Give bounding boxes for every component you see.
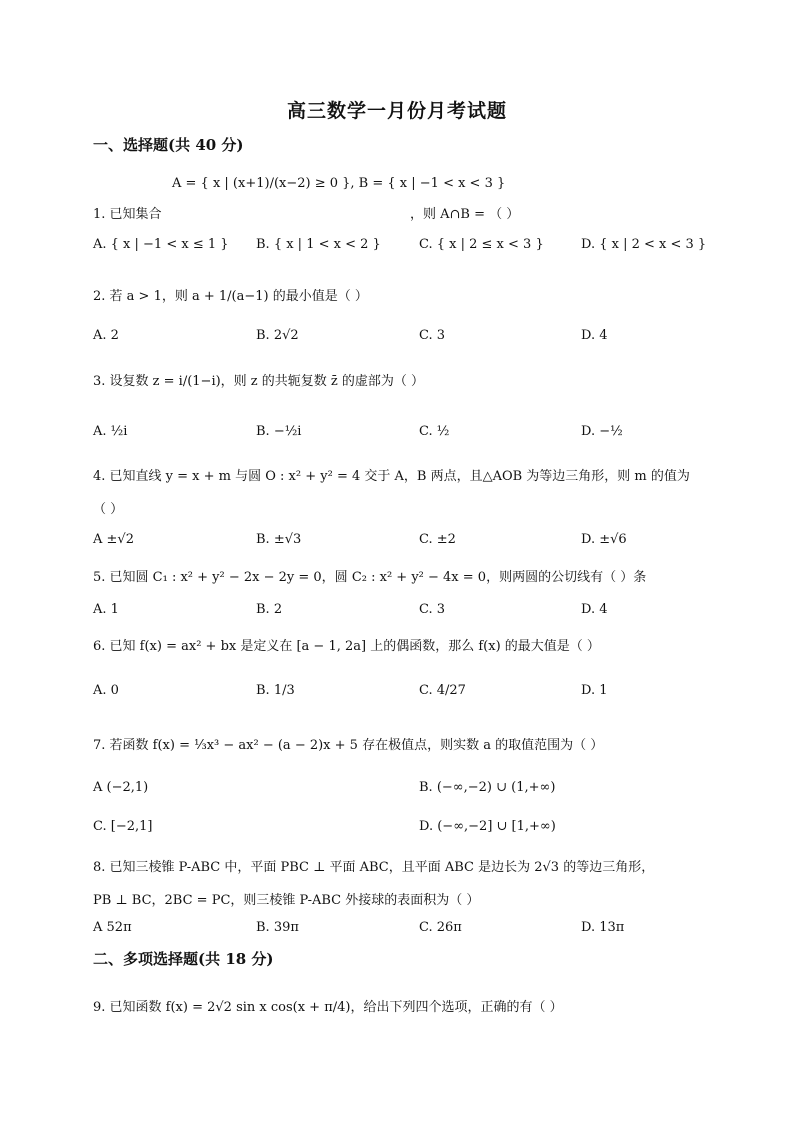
option-a: A. { x | −1 < x ≤ 1 } xyxy=(93,236,229,252)
option-d: D. 4 xyxy=(581,601,608,617)
question-4-stem-line2: （ ） xyxy=(93,502,124,517)
option-d: D. −½ xyxy=(581,423,623,439)
option-c: C. { x | 2 ≤ x < 3 } xyxy=(419,236,544,252)
question-4-options xyxy=(93,524,733,554)
question-8-options xyxy=(93,912,733,942)
question-8-stem-line2: PB ⊥ BC，2BC = PC，则三棱锥 P-ABC 外接球的表面积为（ ） xyxy=(93,893,480,908)
question-1-suffix: ，则 A∩B = （ ） xyxy=(410,207,520,222)
option-a: A (−2,1) xyxy=(93,779,149,795)
option-d: D. 1 xyxy=(581,682,608,698)
page-title: 高三数学一月份月考试题 xyxy=(286,100,507,122)
question-7-options-row2 xyxy=(93,811,733,841)
option-d: D. (−∞,−2] ∪ [1,+∞) xyxy=(419,818,556,834)
section-heading-multiple-choice: 二、多项选择题(共 18 分) xyxy=(93,950,274,968)
option-b: B. 2 xyxy=(256,601,283,617)
option-c: C. 3 xyxy=(419,601,446,617)
question-1-options xyxy=(93,229,733,259)
option-d: D. 13π xyxy=(581,919,625,935)
option-c: C. 3 xyxy=(419,327,446,343)
option-c: C. ±2 xyxy=(419,531,456,547)
question-2-options xyxy=(93,320,733,350)
option-d: D. ±√6 xyxy=(581,531,627,547)
option-b: B. −½i xyxy=(256,423,302,439)
question-1-sets: A = { x | (x+1)/(x−2) ≥ 0 }, B = { x | −1 < x < 3 } xyxy=(172,176,506,191)
question-3-stem: 3. 设复数 z = i/(1−i)，则 z 的共轭复数 z̄ 的虚部为（ ） xyxy=(93,374,425,389)
option-c: C. ½ xyxy=(419,423,450,439)
question-5-stem: 5. 已知圆 C₁ : x² + y² − 2x − 2y = 0，圆 C₂ : x² + y² − 4x = 0，则两圆的公切线有（ ）条 xyxy=(93,570,647,585)
option-a: A. 0 xyxy=(93,682,119,698)
option-b: B. 2√2 xyxy=(256,327,299,343)
question-1-prefix: 1. 已知集合 xyxy=(93,207,162,222)
option-b: B. 1/3 xyxy=(256,682,295,698)
option-b: B. 39π xyxy=(256,919,299,935)
question-4-stem: 4. 已知直线 y = x + m 与圆 O : x² + y² = 4 交于 A，B 两点，且△AOB 为等边三角形，则 m 的值为 xyxy=(93,469,690,484)
question-6-stem: 6. 已知 f(x) = ax² + bx 是定义在 [a − 1, 2a] 上的偶函数，那么 f(x) 的最大值是（ ） xyxy=(93,639,600,654)
option-d: D. 4 xyxy=(581,327,608,343)
question-3-options xyxy=(93,416,733,446)
option-a: A. 2 xyxy=(93,327,119,343)
question-8-stem: 8. 已知三棱锥 P-ABC 中，平面 PBC ⊥ 平面 ABC，且平面 ABC 是边长为 2√3 的等边三角形， xyxy=(93,860,655,875)
option-a: A 52π xyxy=(93,919,132,935)
question-6-options xyxy=(93,675,733,705)
section-heading-single-choice: 一、选择题(共 40 分) xyxy=(93,136,244,154)
option-c: C. 26π xyxy=(419,919,462,935)
question-7-options-row1 xyxy=(93,772,733,802)
option-a: A ±√2 xyxy=(93,531,134,547)
option-a: A. ½i xyxy=(93,423,128,439)
option-a: A. 1 xyxy=(93,601,119,617)
option-b: B. (−∞,−2) ∪ (1,+∞) xyxy=(419,779,556,795)
question-7-stem: 7. 若函数 f(x) = ⅓x³ − ax² − (a − 2)x + 5 存在极值点，则实数 a 的取值范围为（ ） xyxy=(93,738,604,753)
option-c: C. [−2,1] xyxy=(93,818,153,834)
option-c: C. 4/27 xyxy=(419,682,466,698)
question-2-stem: 2. 若 a > 1，则 a + 1/(a−1) 的最小值是（ ） xyxy=(93,289,368,304)
question-5-options xyxy=(93,594,733,624)
question-9-stem: 9. 已知函数 f(x) = 2√2 sin x cos(x + π/4)，给出下列四个选项，正确的有（ ） xyxy=(93,1000,563,1015)
option-d: D. { x | 2 < x < 3 } xyxy=(581,236,707,252)
option-b: B. { x | 1 < x < 2 } xyxy=(256,236,381,252)
option-b: B. ±√3 xyxy=(256,531,302,547)
